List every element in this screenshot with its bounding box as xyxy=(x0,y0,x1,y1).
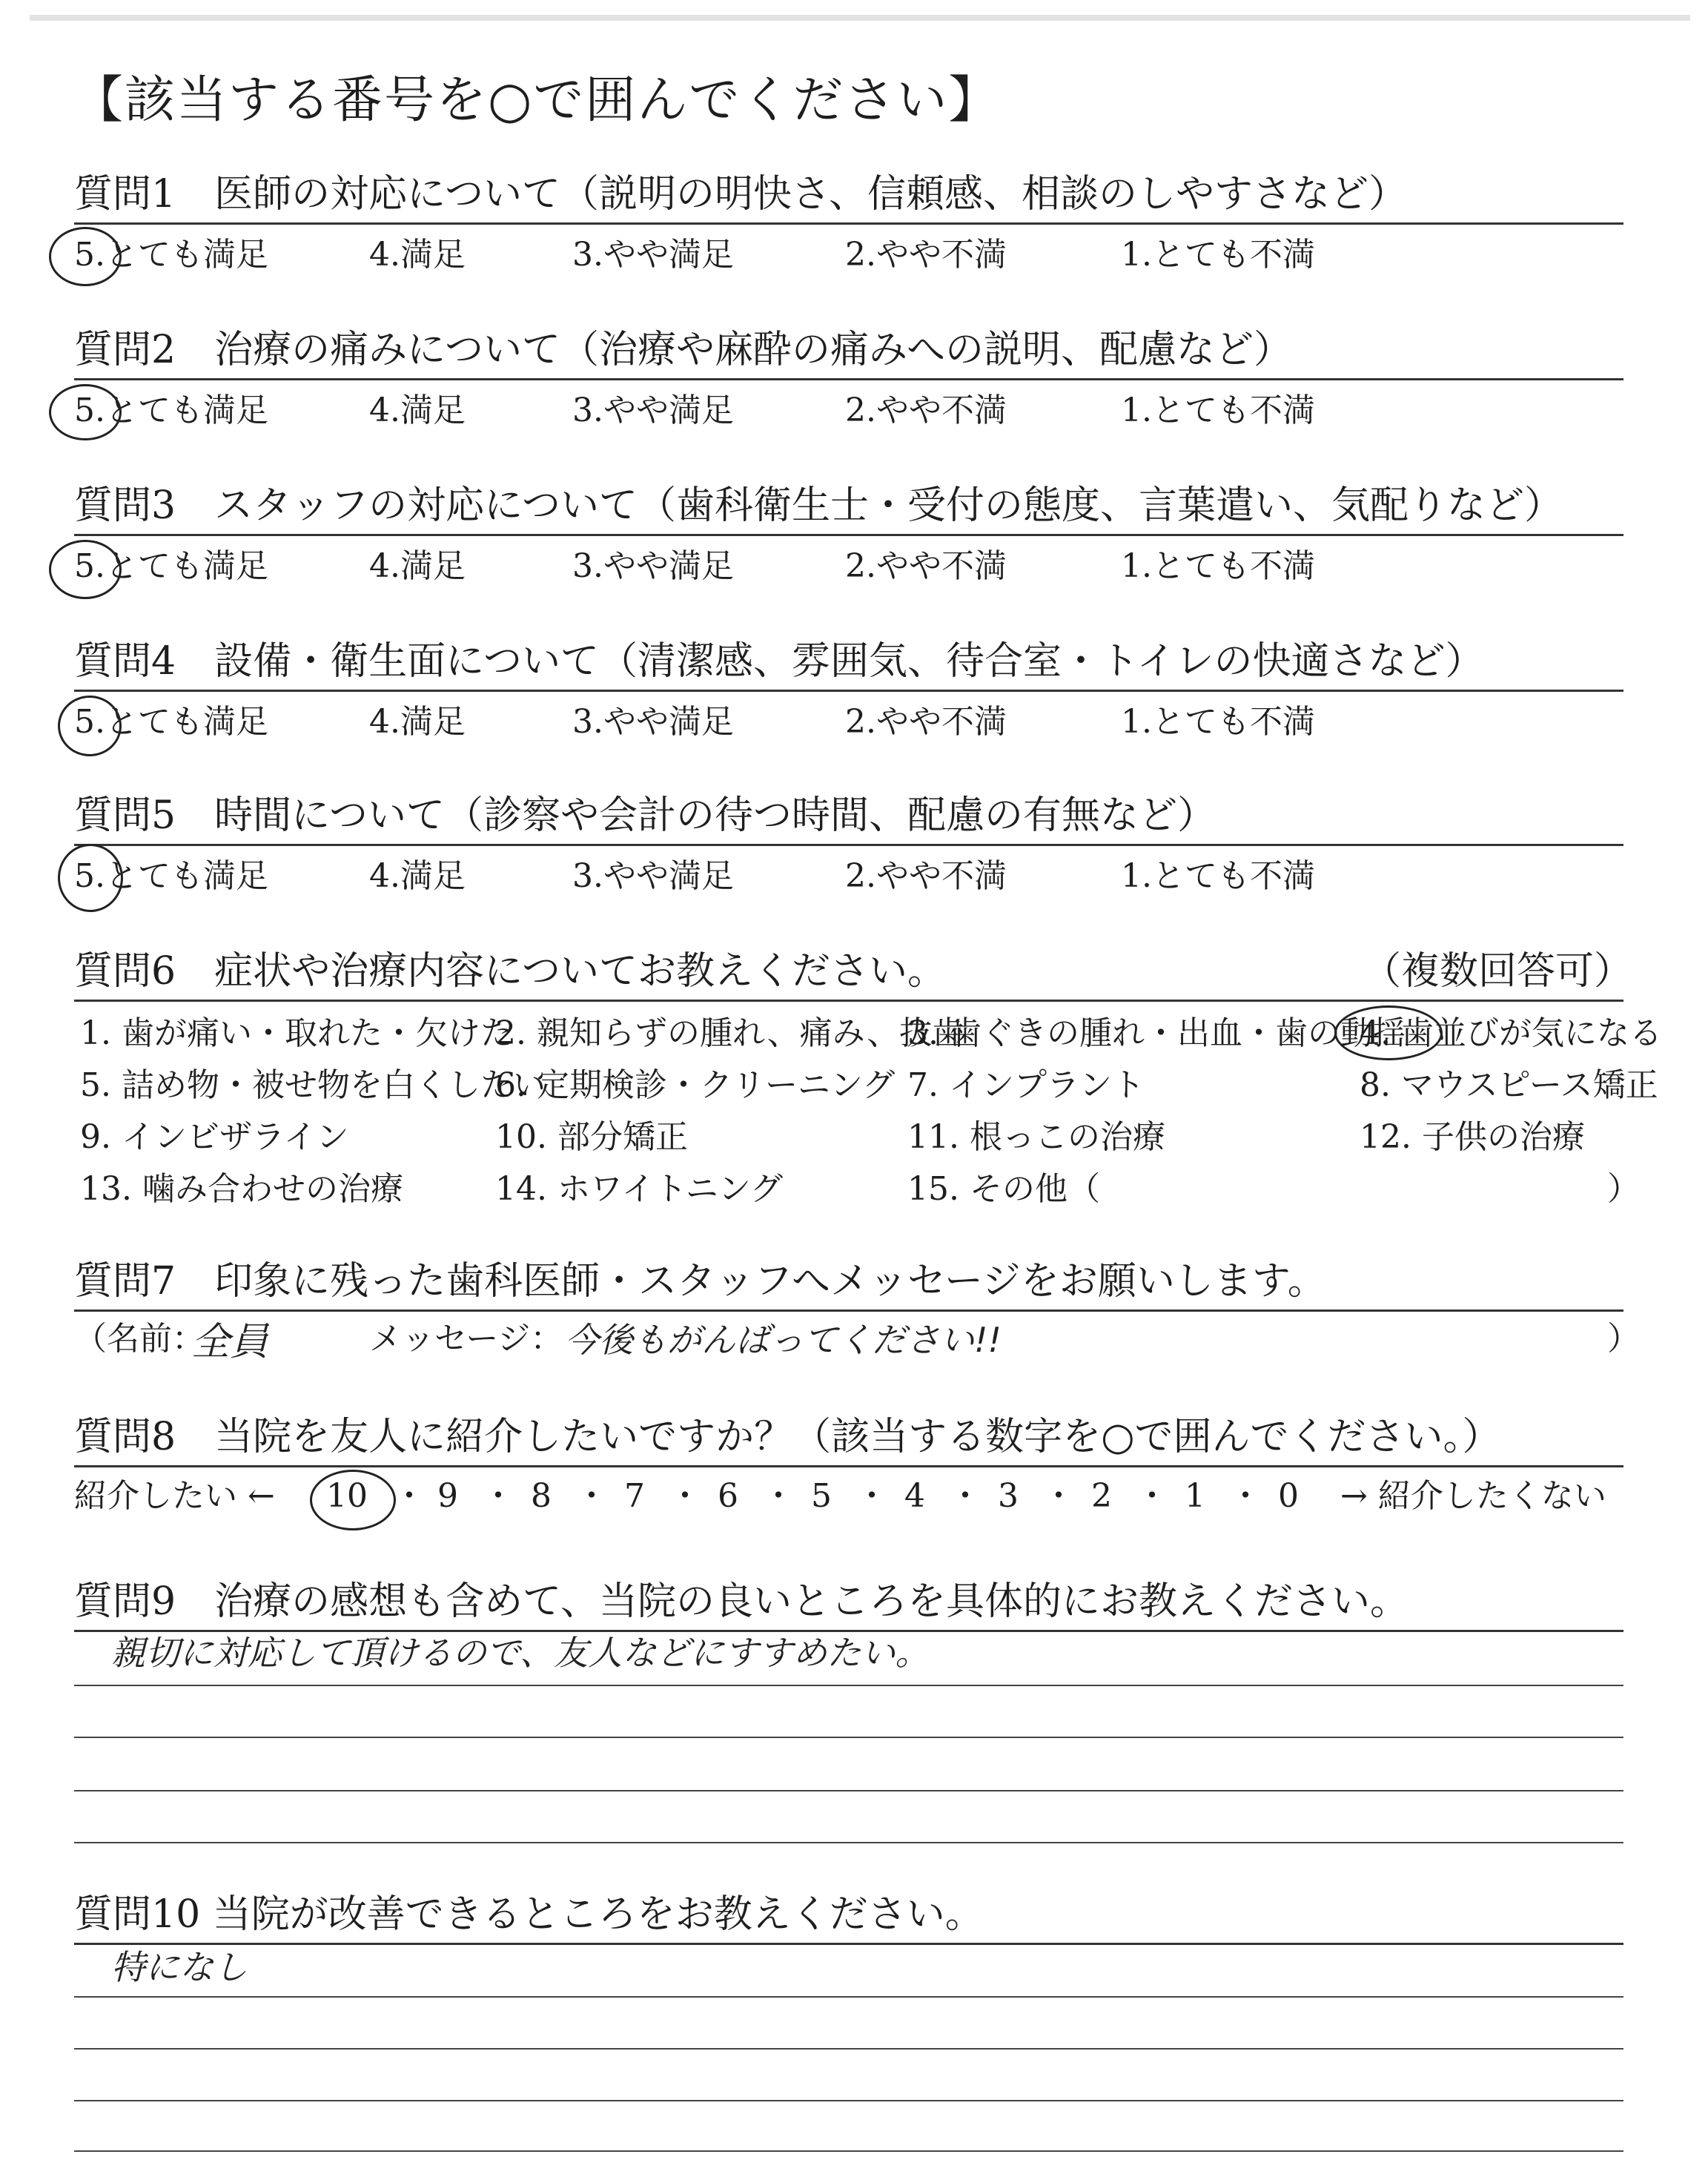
q8-separator: ・ xyxy=(1042,1477,1075,1515)
q5-option-1[interactable]: 1.とても不満 xyxy=(1121,857,1315,895)
q8-number-7[interactable]: 7 xyxy=(624,1477,645,1515)
q3-selection-circle xyxy=(49,540,122,599)
q2-option-4[interactable]: 4.満足 xyxy=(369,392,466,429)
question-8-title: 質問8 当院を友人に紹介したいですか？（該当する数字を○で囲んでください。） xyxy=(74,1415,1501,1459)
q6-option-1[interactable]: 1. 歯が痛い・取れた・欠けた xyxy=(80,1014,513,1052)
q8-number-1[interactable]: 1 xyxy=(1185,1477,1205,1515)
form-heading: 【該当する番号を○で囲んでください】 xyxy=(73,71,1001,130)
q6-option-10[interactable]: 10. 部分矯正 xyxy=(495,1118,688,1156)
q2-option-3[interactable]: 3.やや満足 xyxy=(572,392,734,429)
q6-option-5[interactable]: 5. 詰め物・被せ物を白くしたい xyxy=(80,1066,546,1104)
q8-number-3[interactable]: 3 xyxy=(998,1477,1019,1515)
q3-option-5[interactable]: 5.とても満足 xyxy=(74,547,268,585)
question-1-rule xyxy=(74,222,1623,225)
question-2-title: 質問2 治療の痛みについて（治療や麻酔の痛みへの説明、配慮など） xyxy=(74,328,1293,372)
q4-selection-circle xyxy=(58,696,122,756)
q9-writing-line xyxy=(74,1685,1623,1686)
question-2-rule xyxy=(74,378,1623,380)
q7-name-label: （名前： xyxy=(74,1320,205,1358)
q1-option-5[interactable]: 5.とても満足 xyxy=(74,236,268,274)
q6-option-4[interactable]: 4. 歯並びが気になる xyxy=(1360,1014,1662,1052)
q9-writing-line xyxy=(74,1737,1623,1738)
q8-number-5[interactable]: 5 xyxy=(811,1477,832,1515)
q8-separator: ・ xyxy=(1136,1477,1168,1515)
question-7-title: 質問7 印象に残った歯科医師・スタッフへメッセージをお願いします。 xyxy=(74,1259,1326,1304)
q7-close-paren: ） xyxy=(1607,1320,1640,1358)
q9-answer[interactable]: 親切に対応して頂けるので、友人などにすすめたい。 xyxy=(111,1633,930,1673)
q8-number-4[interactable]: 4 xyxy=(904,1477,925,1515)
q6-option-14[interactable]: 14. ホワイトニング xyxy=(495,1170,784,1208)
q1-option-3[interactable]: 3.やや満足 xyxy=(572,236,734,274)
q10-writing-line xyxy=(74,2100,1623,2101)
q1-option-4[interactable]: 4.満足 xyxy=(369,236,466,274)
q8-selection-circle xyxy=(310,1470,396,1530)
q2-option-5[interactable]: 5.とても満足 xyxy=(74,392,268,429)
q6-option-8[interactable]: 8. マウスピース矯正 xyxy=(1360,1066,1658,1104)
q8-separator: ・ xyxy=(393,1477,426,1515)
scan-edge xyxy=(30,15,1690,21)
q6-option-15[interactable]: 15. その他（ xyxy=(907,1170,1100,1208)
q10-answer[interactable]: 特になし xyxy=(111,1947,248,1987)
q7-name-value[interactable]: 全員 xyxy=(191,1320,269,1364)
question-10-title: 質問10 当院が改善できるところをお教えください。 xyxy=(74,1892,984,1937)
q10-writing-line xyxy=(74,2150,1623,2152)
q8-number-6[interactable]: 6 xyxy=(718,1477,738,1515)
q8-number-10[interactable]: 10 xyxy=(326,1477,368,1515)
q1-option-2[interactable]: 2.やや不満 xyxy=(845,236,1007,274)
q5-option-4[interactable]: 4.満足 xyxy=(369,857,466,895)
q4-option-1[interactable]: 1.とても不満 xyxy=(1121,703,1315,741)
q8-number-8[interactable]: 8 xyxy=(531,1477,552,1515)
q8-separator: ・ xyxy=(1229,1477,1262,1515)
q7-message-label: メッセージ： xyxy=(369,1320,563,1358)
question-8-rule xyxy=(74,1465,1623,1467)
q3-option-3[interactable]: 3.やや満足 xyxy=(572,547,734,585)
question-3-title: 質問3 スタッフの対応について（歯科衛生士・受付の態度、言葉遣い、気配りなど） xyxy=(74,483,1563,528)
q8-separator: ・ xyxy=(482,1477,514,1515)
q6-option-15-close: ） xyxy=(1607,1170,1640,1208)
q7-message-value[interactable]: 今後もがんばってください!! xyxy=(565,1320,1002,1360)
q8-number-2[interactable]: 2 xyxy=(1091,1477,1112,1515)
question-6-title: 質問6 症状や治療内容についてお教えください。 xyxy=(74,949,947,994)
q10-writing-line xyxy=(74,1996,1623,1998)
q3-option-2[interactable]: 2.やや不満 xyxy=(845,547,1007,585)
q6-option-2[interactable]: 2. 親知らずの腫れ、痛み、抜歯 xyxy=(495,1014,965,1052)
q2-selection-circle xyxy=(49,384,122,440)
q4-option-4[interactable]: 4.満足 xyxy=(369,703,466,741)
question-5-title: 質問5 時間について（診察や会計の待つ時間、配慮の有無など） xyxy=(74,793,1217,838)
q8-number-0[interactable]: 0 xyxy=(1278,1477,1299,1515)
q9-writing-line xyxy=(74,1790,1623,1791)
q2-option-2[interactable]: 2.やや不満 xyxy=(845,392,1007,429)
q5-option-5[interactable]: 5.とても満足 xyxy=(74,857,268,895)
q8-separator: ・ xyxy=(669,1477,701,1515)
q5-selection-circle xyxy=(58,844,123,912)
question-9-rule xyxy=(74,1630,1623,1632)
q8-separator: ・ xyxy=(762,1477,795,1515)
q3-option-4[interactable]: 4.満足 xyxy=(369,547,466,585)
q2-option-1[interactable]: 1.とても不満 xyxy=(1121,392,1315,429)
q6-selection-circle xyxy=(1334,1005,1443,1060)
q3-option-1[interactable]: 1.とても不満 xyxy=(1121,547,1315,585)
question-10-rule xyxy=(74,1943,1623,1945)
q4-option-2[interactable]: 2.やや不満 xyxy=(845,703,1007,741)
q6-option-11[interactable]: 11. 根っこの治療 xyxy=(907,1118,1165,1156)
q4-option-5[interactable]: 5.とても満足 xyxy=(74,703,268,741)
question-4-rule xyxy=(74,690,1623,692)
q6-option-13[interactable]: 13. 噛み合わせの治療 xyxy=(80,1170,403,1208)
q1-selection-circle xyxy=(49,227,122,286)
q9-writing-line xyxy=(74,1842,1623,1843)
question-6-rule xyxy=(74,1000,1623,1002)
q8-separator: ・ xyxy=(855,1477,888,1515)
q8-separator: ・ xyxy=(949,1477,982,1515)
q4-option-3[interactable]: 3.やや満足 xyxy=(572,703,734,741)
q8-number-9[interactable]: 9 xyxy=(437,1477,458,1515)
q5-option-3[interactable]: 3.やや満足 xyxy=(572,857,734,895)
q6-option-7[interactable]: 7. インプラント xyxy=(907,1066,1145,1104)
q5-option-2[interactable]: 2.やや不満 xyxy=(845,857,1007,895)
q6-option-6[interactable]: 6. 定期検診・クリーニング xyxy=(495,1066,896,1104)
question-4-title: 質問4 設備・衛生面について（清潔感、雰囲気、待合室・トイレの快適さなど） xyxy=(74,639,1484,684)
question-5-rule xyxy=(74,844,1623,846)
question-9-title: 質問9 治療の感想も含めて、当院の良いところを具体的にお教えください。 xyxy=(74,1579,1409,1624)
q10-writing-line xyxy=(74,2048,1623,2050)
question-1-title: 質問1 医師の対応について（説明の明快さ、信頼感、相談のしやすさなど） xyxy=(74,172,1407,217)
q6-option-12[interactable]: 12. 子供の治療 xyxy=(1360,1118,1585,1156)
q8-separator: ・ xyxy=(575,1477,608,1515)
question-6-note: （複数回答可） xyxy=(1363,949,1633,994)
q8-right-label: → 紹介したくない xyxy=(1340,1477,1606,1515)
q1-option-1[interactable]: 1.とても不満 xyxy=(1121,236,1315,274)
q6-option-3[interactable]: 3. 歯ぐきの腫れ・出血・歯の動揺 xyxy=(907,1014,1406,1052)
q6-option-9[interactable]: 9. インビザライン xyxy=(80,1118,349,1156)
question-7-rule xyxy=(74,1309,1623,1312)
q8-left-label: 紹介したい ← xyxy=(74,1477,275,1515)
question-3-rule xyxy=(74,534,1623,536)
